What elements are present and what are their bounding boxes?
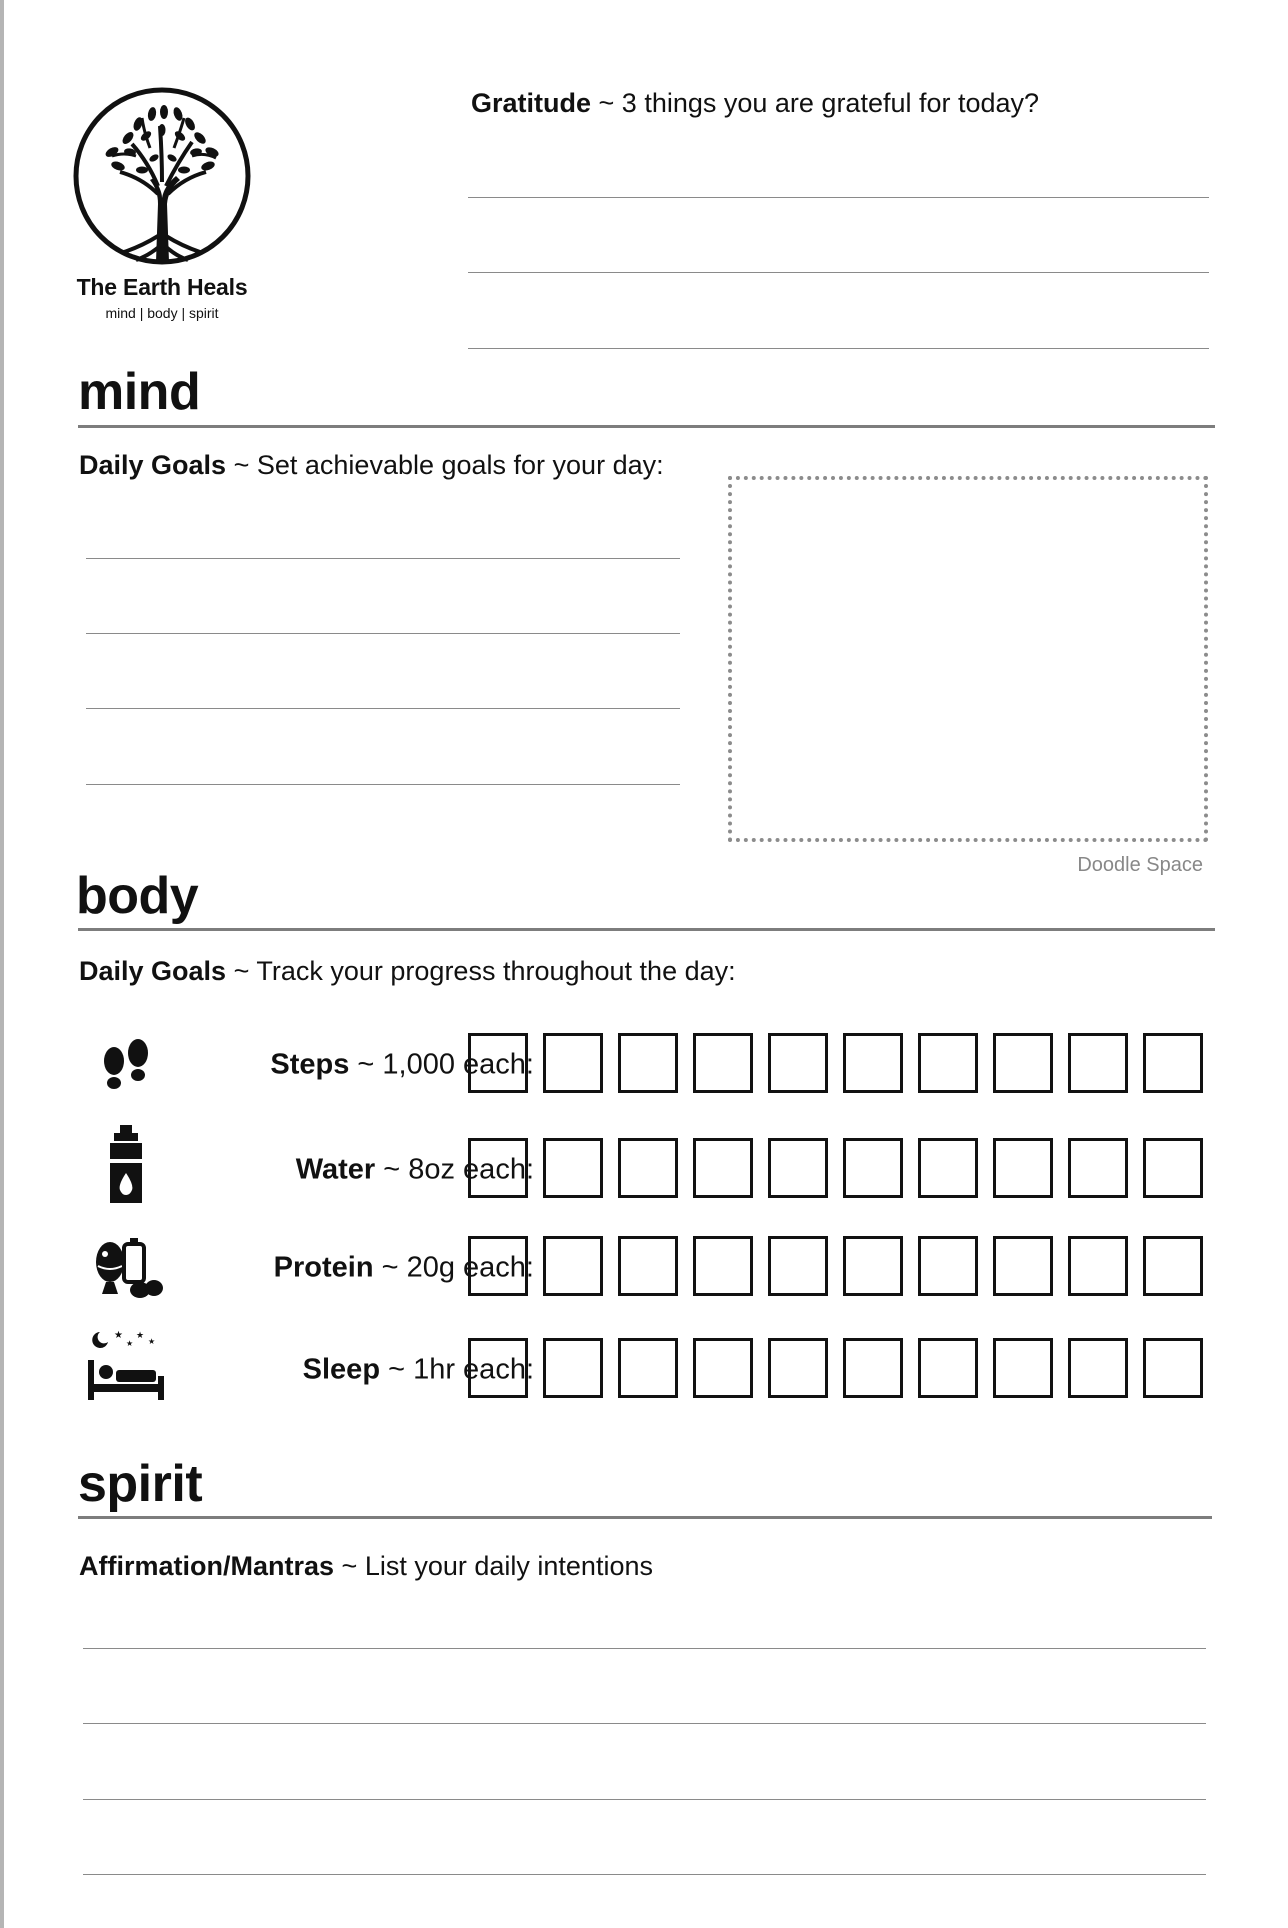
mind-goal-line-1[interactable]	[86, 558, 680, 559]
checkbox[interactable]	[693, 1236, 753, 1296]
gratitude-line-3[interactable]	[468, 348, 1209, 349]
checkbox[interactable]	[468, 1138, 528, 1198]
body-divider	[78, 928, 1215, 931]
tracker-unit-sleep: ~ 1hr each:	[388, 1353, 534, 1386]
tracker-row-protein	[84, 1236, 1214, 1300]
mind-divider	[78, 425, 1215, 428]
checkbox[interactable]	[1143, 1138, 1203, 1198]
checkbox[interactable]	[543, 1236, 603, 1296]
body-goals-prompt-text: ~ Track your progress throughout the day:	[233, 956, 736, 986]
mind-goals-title: Daily Goals	[79, 450, 227, 480]
tracker-name-protein: Protein	[273, 1251, 374, 1284]
checkbox[interactable]	[468, 1236, 528, 1296]
protein-food-icon	[84, 1236, 168, 1300]
affirmation-line-3[interactable]	[83, 1799, 1206, 1800]
checkbox[interactable]	[843, 1236, 903, 1296]
mind-goal-line-4[interactable]	[86, 784, 680, 785]
affirmation-prompt-text: ~ List your daily intentions	[341, 1551, 653, 1581]
checkbox[interactable]	[993, 1338, 1053, 1398]
svg-text:★: ★	[136, 1331, 145, 1341]
checkbox[interactable]	[993, 1033, 1053, 1093]
tracker-boxes-sleep	[468, 1338, 1203, 1402]
mind-heading: mind	[78, 363, 201, 421]
tracker-row-sleep	[84, 1330, 1214, 1402]
checkbox[interactable]	[918, 1033, 978, 1093]
tracker-unit-steps: ~ 1,000 each:	[357, 1048, 534, 1081]
gratitude-line-1[interactable]	[468, 197, 1209, 198]
checkbox[interactable]	[993, 1138, 1053, 1198]
mind-goals-prompt	[79, 450, 664, 481]
checkbox[interactable]	[618, 1236, 678, 1296]
checkbox[interactable]	[468, 1033, 528, 1093]
checkbox[interactable]	[843, 1138, 903, 1198]
checkbox[interactable]	[1068, 1338, 1128, 1398]
spirit-divider	[78, 1516, 1212, 1519]
svg-text:★: ★	[148, 1337, 156, 1346]
doodle-space-box[interactable]	[728, 476, 1208, 842]
tracker-boxes-water	[468, 1138, 1203, 1202]
checkbox[interactable]	[543, 1338, 603, 1398]
tracker-row-water	[84, 1138, 1214, 1202]
gratitude-title: Gratitude	[471, 88, 592, 118]
checkbox[interactable]	[918, 1138, 978, 1198]
doodle-space-caption: Doodle Space	[1077, 854, 1203, 876]
checkbox[interactable]	[843, 1033, 903, 1093]
checkbox[interactable]	[468, 1338, 528, 1398]
bed-icon	[84, 1330, 168, 1402]
page-edge	[0, 0, 4, 1928]
footprints-icon	[84, 1033, 168, 1097]
affirmation-title: Affirmation/Mantras	[79, 1551, 335, 1581]
checkbox[interactable]	[918, 1236, 978, 1296]
checkbox[interactable]	[768, 1236, 828, 1296]
tracker-boxes-steps	[468, 1033, 1203, 1097]
tracker-unit-water: ~ 8oz each:	[383, 1153, 534, 1186]
tracker-name-steps: Steps	[270, 1048, 350, 1081]
tracker-name-sleep: Sleep	[302, 1353, 381, 1386]
checkbox[interactable]	[618, 1138, 678, 1198]
checkbox[interactable]	[768, 1138, 828, 1198]
checkbox[interactable]	[993, 1236, 1053, 1296]
tracker-boxes-protein	[468, 1236, 1203, 1300]
checkbox[interactable]	[618, 1338, 678, 1398]
checkbox[interactable]	[618, 1033, 678, 1093]
tracker-name-water: Water	[295, 1153, 376, 1186]
checkbox[interactable]	[768, 1338, 828, 1398]
body-heading: body	[76, 867, 199, 925]
gratitude-prompt-text: ~ 3 things you are grateful for today?	[598, 88, 1040, 118]
gratitude-line-2[interactable]	[468, 272, 1209, 273]
checkbox[interactable]	[768, 1033, 828, 1093]
checkbox[interactable]	[693, 1033, 753, 1093]
body-goals-prompt	[79, 956, 736, 987]
gratitude-prompt	[471, 88, 1039, 119]
affirmation-line-4[interactable]	[83, 1874, 1206, 1875]
checkbox[interactable]	[1068, 1236, 1128, 1296]
checkbox[interactable]	[1068, 1033, 1128, 1093]
mind-goal-line-3[interactable]	[86, 708, 680, 709]
checkbox[interactable]	[1143, 1033, 1203, 1093]
body-goals-title: Daily Goals	[79, 956, 227, 986]
checkbox[interactable]	[543, 1138, 603, 1198]
checkbox[interactable]	[1143, 1236, 1203, 1296]
brand-logo	[72, 86, 252, 321]
affirmation-line-1[interactable]	[83, 1648, 1206, 1649]
brand-name: The Earth Heals	[76, 274, 248, 300]
tracker-unit-protein: ~ 20g each:	[381, 1251, 534, 1284]
checkbox[interactable]	[543, 1033, 603, 1093]
svg-text:★: ★	[126, 1339, 134, 1348]
brand-tagline: mind | body | spirit	[105, 305, 219, 321]
checkbox[interactable]	[1143, 1338, 1203, 1398]
tracker-row-steps	[84, 1033, 1214, 1097]
svg-text:★: ★	[114, 1330, 123, 1341]
water-bottle-icon	[84, 1138, 168, 1202]
checkbox[interactable]	[1068, 1138, 1128, 1198]
affirmation-prompt	[79, 1551, 653, 1582]
tree-of-life-icon	[72, 86, 252, 266]
checkbox[interactable]	[693, 1338, 753, 1398]
spirit-heading: spirit	[78, 1455, 203, 1513]
mind-goal-line-2[interactable]	[86, 633, 680, 634]
affirmation-line-2[interactable]	[83, 1723, 1206, 1724]
checkbox[interactable]	[693, 1138, 753, 1198]
checkbox[interactable]	[918, 1338, 978, 1398]
checkbox[interactable]	[843, 1338, 903, 1398]
mind-goals-prompt-text: ~ Set achievable goals for your day:	[233, 450, 664, 480]
